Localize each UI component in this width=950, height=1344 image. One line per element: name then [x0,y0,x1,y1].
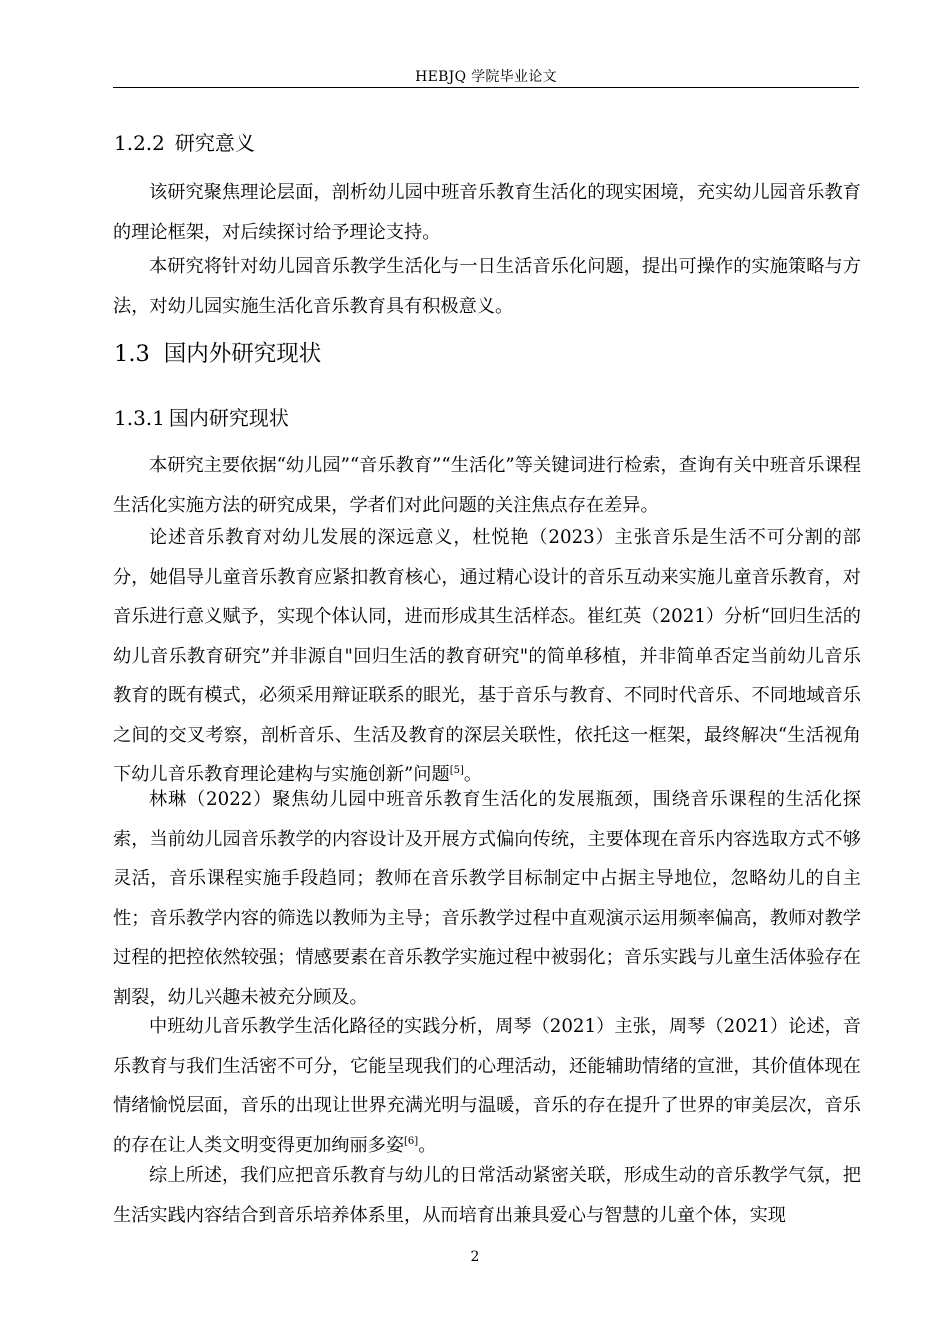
paragraph: 本研究将针对幼儿园音乐教学生活化与一日生活音乐化问题，提出可操作的实施策略与方法，对幼儿园实施生活化音乐教育具有积极意义。 [113,256,861,317]
section-title: 国内研究现状 [168,406,289,430]
section-number: 1.2.2 [114,131,165,155]
section-heading-1-2-2 [114,127,255,156]
section-title: 研究意义 [174,131,255,155]
page-header: HEBJQ 学院毕业论文 [415,69,557,85]
header-divider [113,87,859,88]
paragraph-text: 论述音乐教育对幼儿发展的深远意义，杜悦艳（2023）主张音乐是生活不可分割的部分，她倡导儿童音乐教育应紧扣教育核心，通过精心设计的音乐互动来实施儿童音乐教育，对音乐进行意义赋予，实现个体认同，进而形成其生活样态。崔红英（2021）分析“回归生活的幼儿音乐教育研究”并非源自"回归生活的教育研究"的简单移植，并非简单否定当前幼儿音乐教育的既有模式，必须采用辩证联系的眼光，基于音乐与教育、不同时代音乐、不同地域音乐之间的交叉考察，剖析音乐、生活及教育的深层关联性，依托这一框架，最终解决“生活视角下幼儿音乐教育理论建构与实施创新”问题 [113,527,861,785]
page-number: 2 [470,1249,480,1265]
section-number: 1.3.1 [114,406,165,430]
paragraph: 综上所述，我们应把音乐教育与幼儿的日常活动紧密关联，形成生动的音乐教学气氛，把生活实践内容结合到音乐培养体系里，从而培育出兼具爱心与智慧的儿童个体，实现 [113,1165,861,1226]
section-number: 1.3 [114,341,150,367]
paragraph: 本研究主要依据“幼儿园”“音乐教育”“生活化”等关键词进行检索，查询有关中班音乐课程生活化实施方法的研究成果，学者们对此问题的关注焦点存在差异。 [113,455,861,516]
section-heading-1-3-1 [114,402,289,431]
section-title: 国内外研究现状 [163,341,322,367]
citation-ref: [5] [449,764,464,776]
paragraph [113,518,861,795]
paragraph-end: 。 [418,1134,437,1156]
paragraph-text: 中班幼儿音乐教学生活化路径的实践分析，周琴（2021）主张，周琴（2021）论述，音乐教育与我们生活密不可分，它能呈现我们的心理活动，还能辅助情绪的宣泄，其价值体现在情绪愉悦层面，音乐的出现让世界充满光明与温暖，音乐的存在提升了世界的审美层次，音乐的存在让人类文明变得更加绚丽多姿 [113,1016,861,1156]
section-heading-1-3 [114,336,321,368]
citation-ref: [6] [404,1135,419,1147]
paragraph: 该研究聚焦理论层面，剖析幼儿园中班音乐教育生活化的现实困境，充实幼儿园音乐教育的理论框架，对后续探讨给予理论支持。 [113,182,861,243]
paragraph-end: 。 [463,764,483,785]
paragraph: 林琳（2022）聚焦幼儿园中班音乐教育生活化的发展瓶颈，围绕音乐课程的生活化探索，当前幼儿园音乐教学的内容设计及开展方式偏向传统，主要体现在音乐内容选取方式不够灵活，音乐课程实施手段趋同；教师在音乐教学目标制定中占据主导地位，忽略幼儿的自主性；音乐教学内容的筛选以教师为主导；音乐教学过程中直观演示运用频率偏高，教师对教学过程的把控依然较强；情感要素在音乐教学实施过程中被弱化；音乐实践与儿童生活体验存在割裂，幼儿兴趣未被充分顾及。 [113,789,861,1008]
paragraph [113,1007,861,1165]
